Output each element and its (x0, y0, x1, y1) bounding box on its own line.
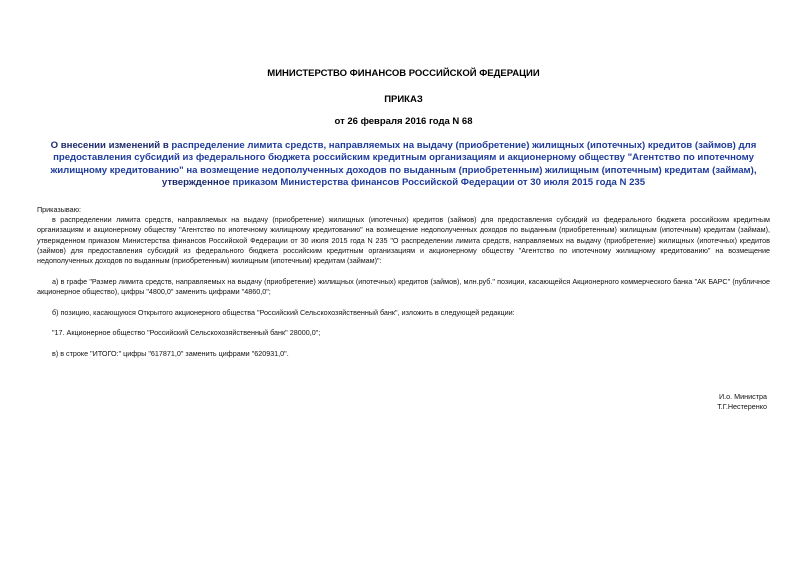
signatory-name: Т.Г.Нестеренко (717, 402, 767, 411)
item-c-paragraph: в) в строке "ИТОГО:" цифры "617871,0" заменить цифрами "620931,0". (52, 349, 289, 358)
title-link-distribution[interactable]: распределение лимита средств, направляемых на выдачу (приобретение) жилищных (ипотечных) кредитов (займов) для предоставления субсидий из федерального бюджета российским кредитным организациям и акционерному обществу "Агентство по ипотечному жилищному кредитованию" на возмещение недополученных доходов по выданным (приобретенным) жилищным (ипотечным) кредитам (займам) (50, 140, 757, 176)
order-word: Приказываю: (37, 205, 81, 214)
title-middle: , утвержденное (161, 164, 757, 188)
order-title (28, 140, 779, 189)
item-a-paragraph: а) в графе "Размер лимита средств, направляемых на выдачу (приобретение) жилищных (ипотечных) кредитов (займов), млн.руб." позиции, касающейся Акционерного коммерческого банка "АК БАРС" (публичное акционерное общество), цифры "4800,0" заменить цифрами "4860,0"; (37, 277, 770, 297)
intro-paragraph: в распределении лимита средств, направляемых на выдачу (приобретение) жилищных (ипотечных) кредитов (займов) для предоставления субсидий из федерального бюджета российским кредитным организациям и акционерному обществу "Агентство по ипотечному жилищному кредитованию" на возмещение недополученных доходов по выданным (приобретенным) жилищным (ипотечным) кредитам (займам), утвержденном приказом Министерства финансов Российской Федерации от 30 июля 2015 года N 235 "О распределении лимита средств, направляемых на выдачу (приобретение) жилищных (ипотечных) кредитов (займов) для предоставления субсидий из федерального бюджета российским кредитным организациям и акционерному обществу "Агентство по ипотечному жилищному кредитованию" на возмещение недополученных доходов по выданным (приобретенным) жилищным (ипотечным) кредитам (займам)": (37, 215, 770, 266)
title-prefix: О внесении изменений в (50, 140, 172, 151)
ministry-heading: МИНИСТЕРСТВО ФИНАНСОВ РОССИЙСКОЙ ФЕДЕРАЦИИ (267, 68, 540, 79)
order-date-number: от 26 февраля 2016 года N 68 (334, 116, 473, 127)
item-b-quote: "17. Акционерное общество "Российский Сельскохозяйственный банк" 28000,0"; (52, 328, 321, 337)
document-type-heading: ПРИКАЗ (384, 94, 423, 105)
item-b-paragraph: б) позицию, касающуюся Открытого акционерного общества "Российский Сельскохозяйственный банк", изложить в следующей редакции: (52, 308, 515, 317)
signatory-position: И.о. Министра (718, 392, 767, 401)
title-link-order-235[interactable]: приказом Министерства финансов Российской Федерации от 30 июля 2015 года N 235 (232, 176, 646, 188)
